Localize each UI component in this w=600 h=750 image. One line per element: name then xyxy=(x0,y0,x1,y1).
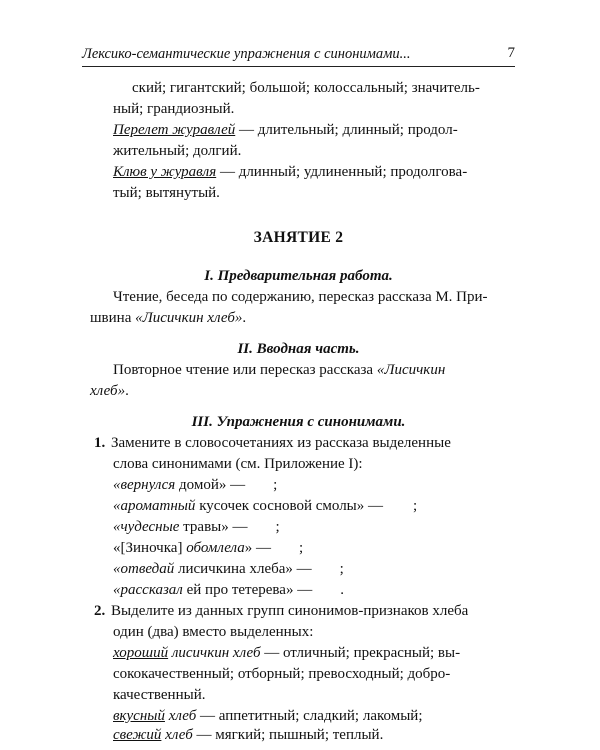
story-title-part-2: хлеб» xyxy=(90,383,126,399)
phrase-keyword: «вернулся xyxy=(113,477,176,493)
term-good: хороший xyxy=(113,645,169,661)
section-2-line-2-post: . xyxy=(125,383,129,399)
section-1-line-2-post: . xyxy=(242,310,247,326)
exercise-2-text: Выделите из данных групп синонимов-признаков хлеба xyxy=(111,603,469,619)
good-synonyms: — отличный; прекрасный; вы- xyxy=(260,645,461,661)
answer-blank: ; xyxy=(275,519,280,535)
story-title-part-1: «Лисичкин xyxy=(376,362,446,378)
fresh-synonyms: — мягкий; пышный; теплый. xyxy=(192,727,384,743)
phrase-rest: травы» — xyxy=(179,519,248,535)
exercise-1-number: 1. xyxy=(94,435,106,451)
intro-item-beak-line-2: тый; вытянутый. xyxy=(113,185,220,201)
phrase-keyword: «ароматный xyxy=(113,498,196,514)
header-title: Лексико-семантические упражнения с синонимами... xyxy=(82,46,411,62)
section-1-title: I. Предварительная работа. xyxy=(204,268,393,284)
answer-blank: . xyxy=(340,582,344,598)
answer-blank: ; xyxy=(273,477,278,493)
section-1-line-2 xyxy=(90,310,246,327)
answer-blank: ; xyxy=(339,561,344,577)
exercise-2-line-1 xyxy=(94,603,468,620)
phrase-item xyxy=(113,477,277,494)
section-1-line-1: Чтение, беседа по содержанию, пересказ рассказа М. При- xyxy=(113,289,488,305)
section-2-line-1-pre: Повторное чтение или пересказ рассказа xyxy=(113,362,377,378)
intro-line-2: ный; грандиозный. xyxy=(113,101,235,117)
phrase-rest: домой» — xyxy=(175,477,246,493)
answer-blank: ; xyxy=(299,540,304,556)
exercise-1-text: Замените в словосочетаниях из рассказа выделенные xyxy=(111,435,451,451)
phrase-keyword: «чудесные xyxy=(113,519,180,535)
bread-good-line-2: сококачественный; отборный; превосходный; добро- xyxy=(113,666,451,682)
intro-item-beak xyxy=(113,164,467,181)
intro-item-flight-line-2: жительный; долгий. xyxy=(113,143,242,159)
phrase-item xyxy=(113,582,344,599)
flight-synonyms: — длительный; длинный; продол- xyxy=(235,122,458,138)
answer-blank: ; xyxy=(413,498,418,514)
exercise-1-line-2: слова синонимами (см. Приложение I): xyxy=(113,456,363,472)
lesson-title: ЗАНЯТИЕ 2 xyxy=(253,229,344,246)
phrase-keyword: «отведай xyxy=(113,561,175,577)
bread-fresh xyxy=(113,727,383,744)
term-flight: Перелет журавлей xyxy=(113,122,236,138)
term-tasty: вкусный xyxy=(113,708,165,724)
exercise-1-line-1 xyxy=(94,435,451,452)
term-fresh: свежий xyxy=(113,727,162,743)
section-2-line-2 xyxy=(90,383,129,400)
phrase-rest: ей про тетерева» — xyxy=(182,582,313,598)
intro-item-flight xyxy=(113,122,458,139)
section-3-title: III. Упражнения с синонимами. xyxy=(191,414,406,430)
bread-tasty xyxy=(113,708,422,725)
phrase-keyword: обомлела xyxy=(186,540,245,556)
bread-good-line-3: качественный. xyxy=(113,687,206,703)
section-2-title: II. Вводная часть. xyxy=(237,341,360,357)
beak-synonyms: — длинный; удлиненный; продолгова- xyxy=(216,164,468,180)
intro-line-1: ский; гигантский; большой; колоссальный; значитель- xyxy=(132,80,480,96)
exercise-2-number: 2. xyxy=(94,603,106,619)
phrase-rest: кусочек сосновой смолы» — xyxy=(195,498,384,514)
phrase-item xyxy=(113,540,303,557)
term-good-noun: лисичкин хлеб xyxy=(168,645,261,661)
tasty-synonyms: — аппетитный; сладкий; лакомый; xyxy=(196,708,423,724)
phrase-item xyxy=(113,498,417,515)
phrase-prefix: «[Зиночка] xyxy=(113,540,187,556)
exercise-2-line-2: один (два) вместо выделенных: xyxy=(113,624,314,640)
section-2-line-1 xyxy=(113,362,445,379)
section-1-line-2-pre: швина xyxy=(90,310,136,326)
term-tasty-noun: хлеб xyxy=(164,708,197,724)
phrase-rest: лисичкина хлеба» — xyxy=(174,561,312,577)
story-title: «Лисичкин хлеб» xyxy=(135,310,243,326)
phrase-rest: » — xyxy=(244,540,272,556)
phrase-item xyxy=(113,519,280,536)
bread-good xyxy=(113,645,460,662)
page-number: 7 xyxy=(507,45,515,61)
phrase-item xyxy=(113,561,344,578)
term-beak: Клюв у журавля xyxy=(113,164,217,180)
running-header xyxy=(82,44,515,67)
phrase-keyword: «рассказал xyxy=(113,582,183,598)
term-fresh-noun: хлеб xyxy=(161,727,193,743)
